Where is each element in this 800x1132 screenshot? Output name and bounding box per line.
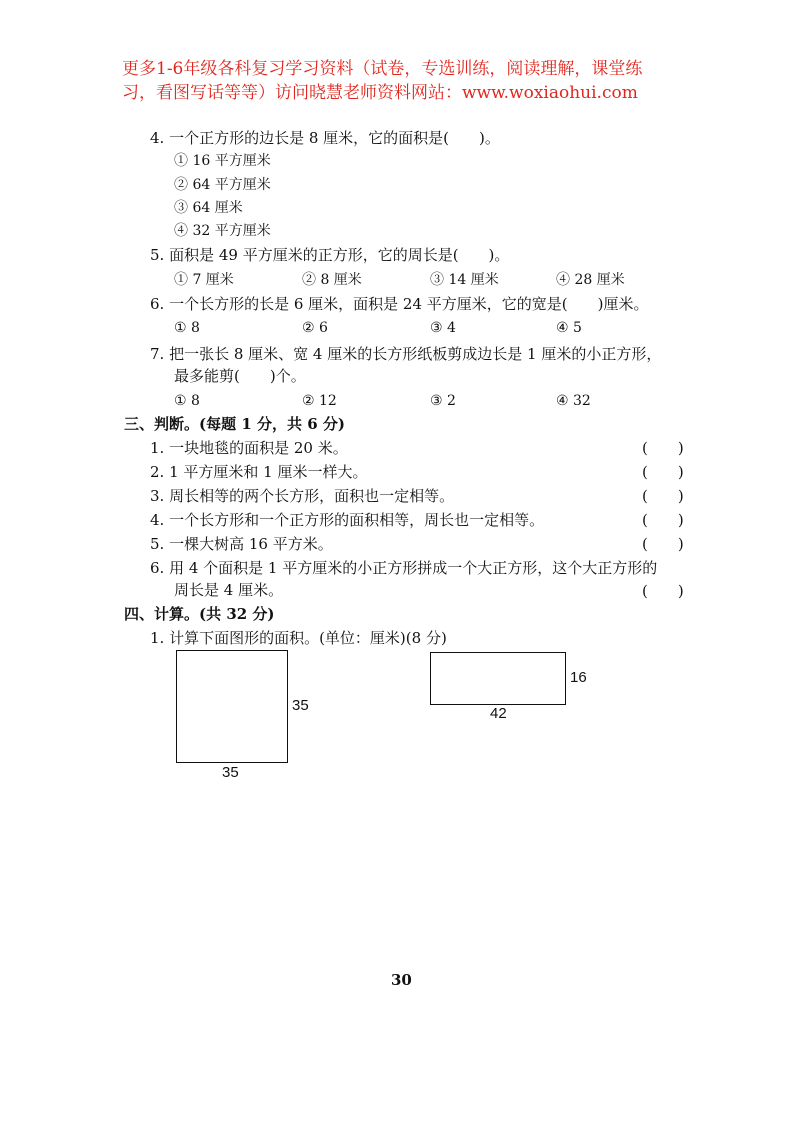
question-5-option-4: ④ 28 厘米	[556, 272, 625, 288]
question-7-stem: 7. 把一张长 8 厘米、宽 4 厘米的长方形纸板剪成边长是 1 厘米的小正方形，	[150, 345, 662, 363]
square-side-label: 35	[292, 697, 309, 714]
judge-item-4: 4. 一个长方形和一个正方形的面积相等，周长也一定相等。	[150, 511, 545, 529]
question-4-stem: 4. 一个正方形的边长是 8 厘米，它的面积是( )。	[150, 129, 500, 147]
banner-line-2: 习，看图写话等等）访问晓慧老师资料网站：www.woxiaohui.com	[122, 83, 638, 103]
judge-answer-4[interactable]: ( )	[642, 511, 684, 529]
section-judge-heading: 三、判断。(每题 1 分，共 6 分)	[124, 415, 345, 433]
judge-answer-3[interactable]: ( )	[642, 487, 684, 505]
question-7-stem-line-2: 最多能剪( )个。	[174, 367, 306, 385]
judge-item-3: 3. 周长相等的两个长方形，面积也一定相等。	[150, 487, 455, 505]
judge-answer-6[interactable]: ( )	[642, 582, 684, 600]
question-4-option-2: ② 64 平方厘米	[174, 177, 271, 193]
question-6-option-3: ③ 4	[430, 320, 456, 336]
banner-line-1: 更多1-6年级各科复习学习资料（试卷，专选训练，阅读理解，课堂练	[122, 59, 643, 79]
question-6-option-4: ④ 5	[556, 320, 582, 336]
judge-answer-1[interactable]: ( )	[642, 439, 684, 457]
question-4-option-1: ① 16 平方厘米	[174, 153, 271, 169]
rectangle-bottom-label: 42	[490, 705, 507, 722]
question-6-option-1: ① 8	[174, 320, 200, 336]
question-5-option-3: ③ 14 厘米	[430, 272, 499, 288]
judge-item-6-line-2: 周长是 4 厘米。	[174, 581, 284, 599]
question-7-option-2: ② 12	[302, 393, 337, 409]
question-4-option-4: ④ 32 平方厘米	[174, 223, 271, 239]
judge-answer-5[interactable]: ( )	[642, 535, 684, 553]
page-number: 30	[391, 971, 412, 989]
question-7-option-1: ① 8	[174, 393, 200, 409]
rectangle-side-label: 16	[570, 669, 587, 686]
question-7-option-3: ③ 2	[430, 393, 456, 409]
question-6-option-2: ② 6	[302, 320, 328, 336]
square-figure	[176, 650, 288, 763]
calc-question-1: 1. 计算下面图形的面积。(单位：厘米)(8 分)	[150, 629, 447, 647]
section-calc-heading: 四、计算。(共 32 分)	[124, 605, 275, 623]
question-6-stem: 6. 一个长方形的长是 6 厘米，面积是 24 平方厘米，它的宽是( )厘米。	[150, 295, 649, 313]
judge-item-2: 2. 1 平方厘米和 1 厘米一样大。	[150, 463, 368, 481]
question-5-option-2: ② 8 厘米	[302, 272, 362, 288]
question-7-option-4: ④ 32	[556, 393, 591, 409]
rectangle-figure	[430, 652, 566, 705]
question-4-option-3: ③ 64 厘米	[174, 200, 243, 216]
judge-item-6: 6. 用 4 个面积是 1 平方厘米的小正方形拼成一个大正方形，这个大正方形的	[150, 559, 658, 577]
judge-item-5: 5. 一棵大树高 16 平方米。	[150, 535, 333, 553]
judge-answer-2[interactable]: ( )	[642, 463, 684, 481]
judge-item-1: 1. 一块地毯的面积是 20 米。	[150, 439, 348, 457]
question-5-stem: 5. 面积是 49 平方厘米的正方形，它的周长是( )。	[150, 246, 510, 264]
square-bottom-label: 35	[222, 764, 239, 781]
question-5-option-1: ① 7 厘米	[174, 272, 234, 288]
